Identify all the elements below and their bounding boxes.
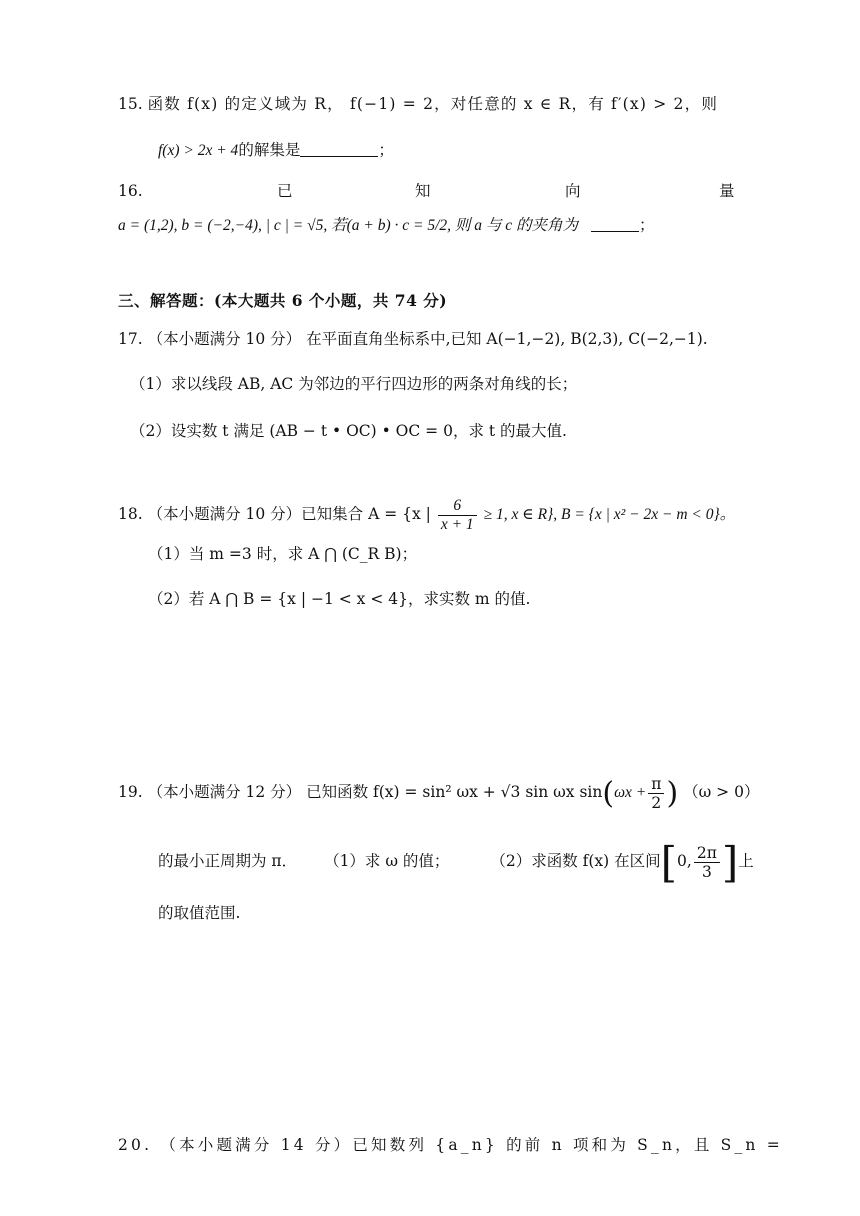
q18-frac-num: 6 — [438, 497, 477, 516]
q19-interval-fraction — [694, 844, 720, 881]
q18-header — [118, 494, 735, 535]
q18-header-post: ≥ 1, x ∈ R}, B = {x | x² − 2x − m < 0}。 — [483, 506, 736, 523]
q19-header-post: （ω > 0） — [683, 783, 760, 801]
q15-line2 — [158, 139, 394, 162]
q18-fraction — [438, 497, 477, 534]
q16-line1 — [118, 180, 738, 202]
q19-interval-pre: 0, — [677, 852, 692, 870]
q19-period: 的最小正周期为 π． — [158, 852, 298, 870]
q15-number: 15. — [118, 95, 143, 113]
q18-part2: （2）若 A ⋂ B = {x | −1 < x < 4}，求实数 m 的值. — [148, 590, 531, 608]
q15-statement: 函数 f(x) 的定义域为 R， f(−1) = 2，对任意的 x ∈ R，有 f′(x) > 2，则 — [147, 95, 719, 113]
q20-line: 20. （本小题满分 14 分）已知数列 {a_n} 的前 n 项和为 S_n，且 S_n = — [118, 1136, 783, 1154]
q19-header — [118, 772, 759, 814]
q17-header: 17. （本小题满分 10 分） 在平面直角坐标系中,已知 A(−1,−2), B(2,3), C(−2,−1). — [118, 330, 708, 348]
q16-word-3: 向 — [565, 182, 581, 200]
q15-line1 — [118, 93, 718, 115]
q19-interval-num: 2π — [694, 844, 720, 863]
q16-number: 16. — [118, 182, 143, 200]
q18-part1: （1）当 m =3 时，求 A ⋂ (C_R B)； — [148, 545, 418, 563]
q18-frac-den: x + 1 — [440, 515, 474, 533]
q19-pi-fraction — [648, 775, 664, 812]
q19-left-bracket: [ — [660, 838, 678, 887]
q16-line2 — [118, 214, 655, 237]
q19-part2: （2）求函数 f(x) 在区间 — [490, 852, 661, 870]
q15-answer-blank[interactable] — [300, 140, 378, 157]
q19-pi-num: π — [648, 775, 664, 794]
q16-word-1: 已 — [277, 182, 293, 200]
q16-vector-condition: a = (1,2), b = (−2,−4), | c | = √5, 若(a + b) · c = 5/2, 则 a 与 c 的夹角为 — [118, 217, 579, 234]
q16-answer-blank[interactable] — [591, 215, 639, 232]
q19-right-bracket: ] — [721, 838, 739, 887]
q19-line2-end: 上 — [738, 852, 754, 870]
q16-end-punct: ； — [638, 216, 655, 234]
q19-header-pre: 19. （本小题满分 12 分） 已知函数 f(x) = sin² ωx + √3 sin ωx sin — [118, 783, 603, 801]
q19-left-paren: ( — [602, 776, 615, 811]
q19-line2 — [158, 838, 754, 887]
q16-word-4: 量 — [719, 182, 735, 200]
q17-part2: （2）设实数 t 满足 (AB − t • OC) • OC = 0，求 t 的最大值. — [130, 422, 567, 440]
q15-end-punct: ； — [378, 141, 394, 159]
q16-word-2: 知 — [415, 182, 431, 200]
q15-inequality: f(x) > 2x + 4 — [158, 142, 239, 159]
section-3-title: 三、解答题：(本大题共 6 个小题，共 74 分) — [118, 291, 448, 310]
q19-line3: 的取值范围. — [158, 904, 241, 922]
q19-part1: （1）求 ω 的值； — [324, 852, 450, 870]
q17-part1: （1）求以线段 AB, AC 为邻边的平行四边形的两条对角线的长； — [130, 375, 578, 393]
q19-paren-inner: ωx + — [614, 784, 647, 801]
q19-interval-den: 3 — [701, 862, 712, 881]
q18-header-pre: 18. （本小题满分 10 分）已知集合 A = {x | — [118, 505, 431, 523]
q19-right-paren: ) — [666, 776, 679, 811]
q19-pi-den: 2 — [651, 793, 662, 812]
q15-solution-set-label: 的解集是 — [238, 141, 301, 159]
